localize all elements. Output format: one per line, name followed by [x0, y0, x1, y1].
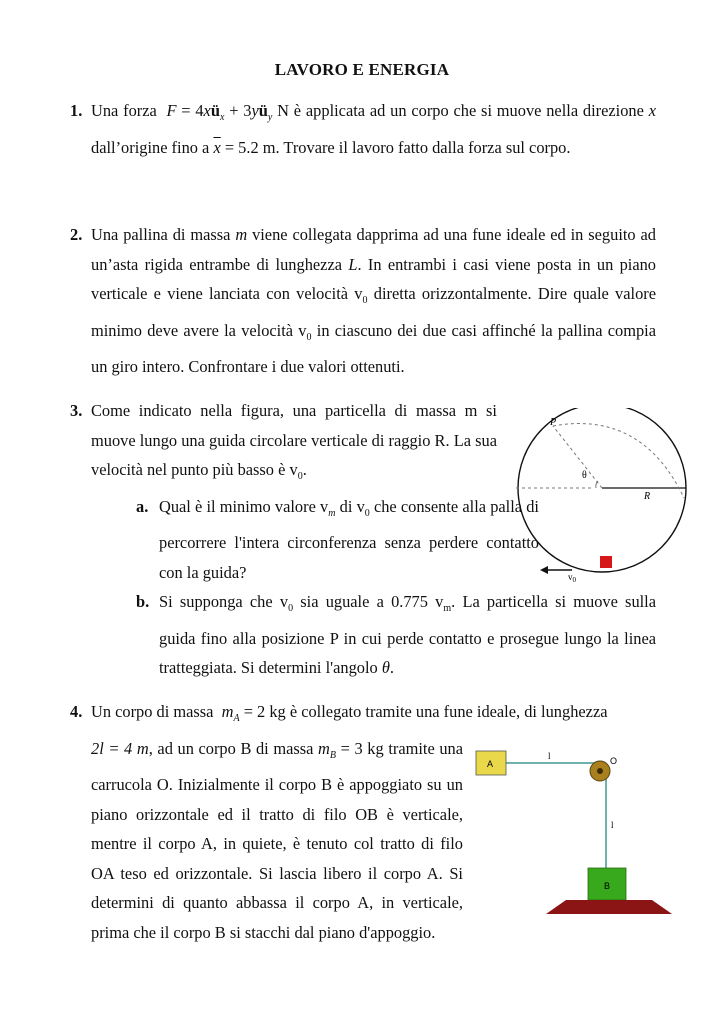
problem-number: 3.	[70, 401, 83, 420]
problem-number: 4.	[70, 702, 83, 721]
problem-text: Una pallina di massa m viene collegata dapprima ad una fune ideale ed in seguito ad un’asta rigida entrambe di lunghezza L. In entrambi i casi viene posta in un piano verticale e viene lanciata con velocità $v_0$ diretta orizzontalmente. Dire quale valore minimo deve avere la velocità $v_0$ in ciascuno dei due casi affinché la pallina compia un giro intero. Confrontare i due valori ottenuti.	[91, 225, 656, 376]
problem-1	[70, 96, 656, 162]
label-l2: l	[611, 820, 614, 830]
pulley-figure	[474, 746, 674, 918]
label-v0: $v_0$	[568, 572, 576, 584]
problem-text: Come indicato nella figura, una particella di massa m si muove lungo una guida circolare verticale di raggio R. La sua velocità nel punto più basso è $v_0$.	[91, 401, 497, 482]
problem-text: Una forza $F = 4xü_x$ + $3yü_y$ N è applicata ad un corpo che si muove nella direzione x dall’origine fino a $\overline{x} = 5.2$ m. Trovare il lavoro fatto dalla forza sul corpo.	[91, 101, 656, 157]
particle-block	[600, 556, 612, 568]
label-l1: l	[548, 751, 551, 761]
angle-arc	[596, 481, 598, 488]
label-r: R	[644, 491, 651, 502]
label-p: P	[550, 417, 557, 428]
trajectory-dashed	[553, 424, 684, 498]
problem-number: 2.	[70, 225, 83, 244]
problem-number: 1.	[70, 101, 83, 120]
label-o: O	[610, 756, 618, 766]
problem-text-intro: Un corpo di massa $m_A = 2$ kg è collegato tramite una fune ideale, di lunghezza	[91, 702, 608, 724]
support-plane	[546, 900, 672, 914]
page-title: LAVORO E ENERGIA	[274, 60, 450, 79]
guide-circle	[518, 408, 686, 572]
dashed-radius	[553, 426, 602, 488]
label-a: A	[487, 759, 494, 769]
label-theta: θ	[582, 470, 587, 481]
problem-2	[70, 220, 656, 382]
subitem-a: a. Qual è il minimo valore $v_m$ di $v_0$ che consente alla palla di percorrere l'intera circonferenza senza perdere contatto con la guida?	[136, 496, 539, 582]
subitem-b: b. Si supponga che $v_0$ sia uguale a 0.775 $v_m$. La particella si muove sulla guida fino alla posizione P in cui perde contatto e prosegue lungo la linea tratteggiata. Si determini l'angolo θ.	[136, 592, 657, 677]
problem-text: 2l = 4 m, ad un corpo B di massa $m_B = 3$ kg tramite una carrucola O. Inizialmente il corpo B è appoggiato su un piano orizzontale ed il tratto di filo OB è verticale, mentre il corpo A, in quiete, è tenuto col tratto di filo OA teso ed orizzontale. Si lascia libero il corpo A. Si determini di quanto abbassa il corpo A, in verticale, prima che il corpo B si stacchi dal piano d'appoggio.	[91, 738, 464, 942]
circle-guide-figure	[512, 408, 688, 584]
arrow-head	[540, 566, 548, 574]
label-b: B	[604, 881, 611, 891]
pulley-axle	[597, 768, 603, 774]
